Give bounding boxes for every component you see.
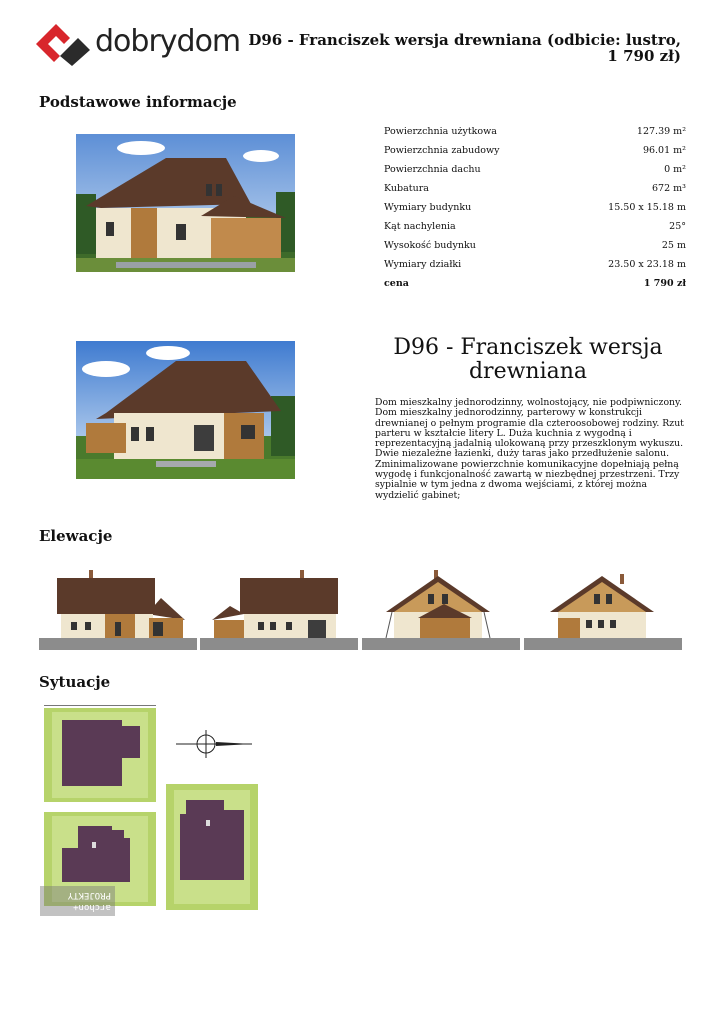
info-row-price xyxy=(384,274,686,293)
project-name: D96 - Franciszek wersja drewniana xyxy=(393,335,663,384)
house-photo-rear xyxy=(76,341,295,479)
brand-name: dobrydom xyxy=(95,24,241,59)
info-label: Powierzchnia użytkowa xyxy=(384,126,497,137)
section-heading-situation: Sytuacje xyxy=(39,673,111,691)
info-label: Wymiary działki xyxy=(384,259,462,270)
info-label: cena xyxy=(384,278,409,289)
info-label: Wymiary budynku xyxy=(384,202,472,213)
info-table xyxy=(384,122,686,293)
info-value: 25° xyxy=(669,221,686,232)
info-row xyxy=(384,141,686,160)
document-title: D96 - Franciszek wersja drewniana (odbicie: lustro, 1 790 zł) xyxy=(248,31,681,65)
info-row xyxy=(384,122,686,141)
elevation-side-right xyxy=(524,568,682,650)
project-description: Dom mieszkalny jednorodzinny, wolnostojący, nie podpiwniczony. Dom mieszkalny jednorodzinny, parterowy w konstrukcji drewnianej o pełnym programie dla czteroosobowej rodziny. Rzut parteru w kształcie litery L. Duża kuchnia z wygodną i reprezentacyjną jadalnią ulokowaną przy przeszklonym wykuszu. Dwie niezależne łazienki, duży taras jako przedłużenie salonu. Zminimalizowane powierzchnie komunikacyjne dopełniają pełną wygodę i funkcjonalność zawartą w niezbędnej przestrzeni. Trzy sypialnie w tym jedna z dwoma wejściami, z której można wydzielić gabinet; xyxy=(375,397,684,501)
elevation-side-left xyxy=(362,568,520,650)
section-heading-elevations: Elewacje xyxy=(39,527,113,545)
info-value: 96.01 m² xyxy=(642,145,686,156)
info-label: Powierzchnia dachu xyxy=(384,164,481,175)
elevation-front xyxy=(39,568,197,650)
info-value: 1 790 zł xyxy=(643,278,686,289)
info-value: 0 m² xyxy=(664,164,686,175)
info-label: Powierzchnia zabudowy xyxy=(384,145,500,156)
house-photo-front xyxy=(76,134,295,272)
info-value: 23.50 x 23.18 m xyxy=(608,259,686,270)
info-label: Kubatura xyxy=(384,183,429,194)
info-row xyxy=(384,255,686,274)
info-row xyxy=(384,160,686,179)
info-value: 127.39 m² xyxy=(636,126,686,137)
info-value: 15.50 x 15.18 m xyxy=(608,202,686,213)
section-heading-basic-info: Podstawowe informacje xyxy=(39,93,237,111)
info-label: Kąt nachylenia xyxy=(384,221,456,232)
info-row xyxy=(384,198,686,217)
info-row xyxy=(384,217,686,236)
dobrydom-logo[interactable] xyxy=(34,22,94,66)
elevation-rear xyxy=(200,568,358,650)
info-label: Wysokość budynku xyxy=(384,240,476,251)
info-value: 672 m³ xyxy=(652,183,686,194)
info-row xyxy=(384,236,686,255)
info-value: 25 m xyxy=(661,240,686,251)
watermark-archon: archon+ PROJEKTY xyxy=(40,886,115,916)
info-row xyxy=(384,179,686,198)
